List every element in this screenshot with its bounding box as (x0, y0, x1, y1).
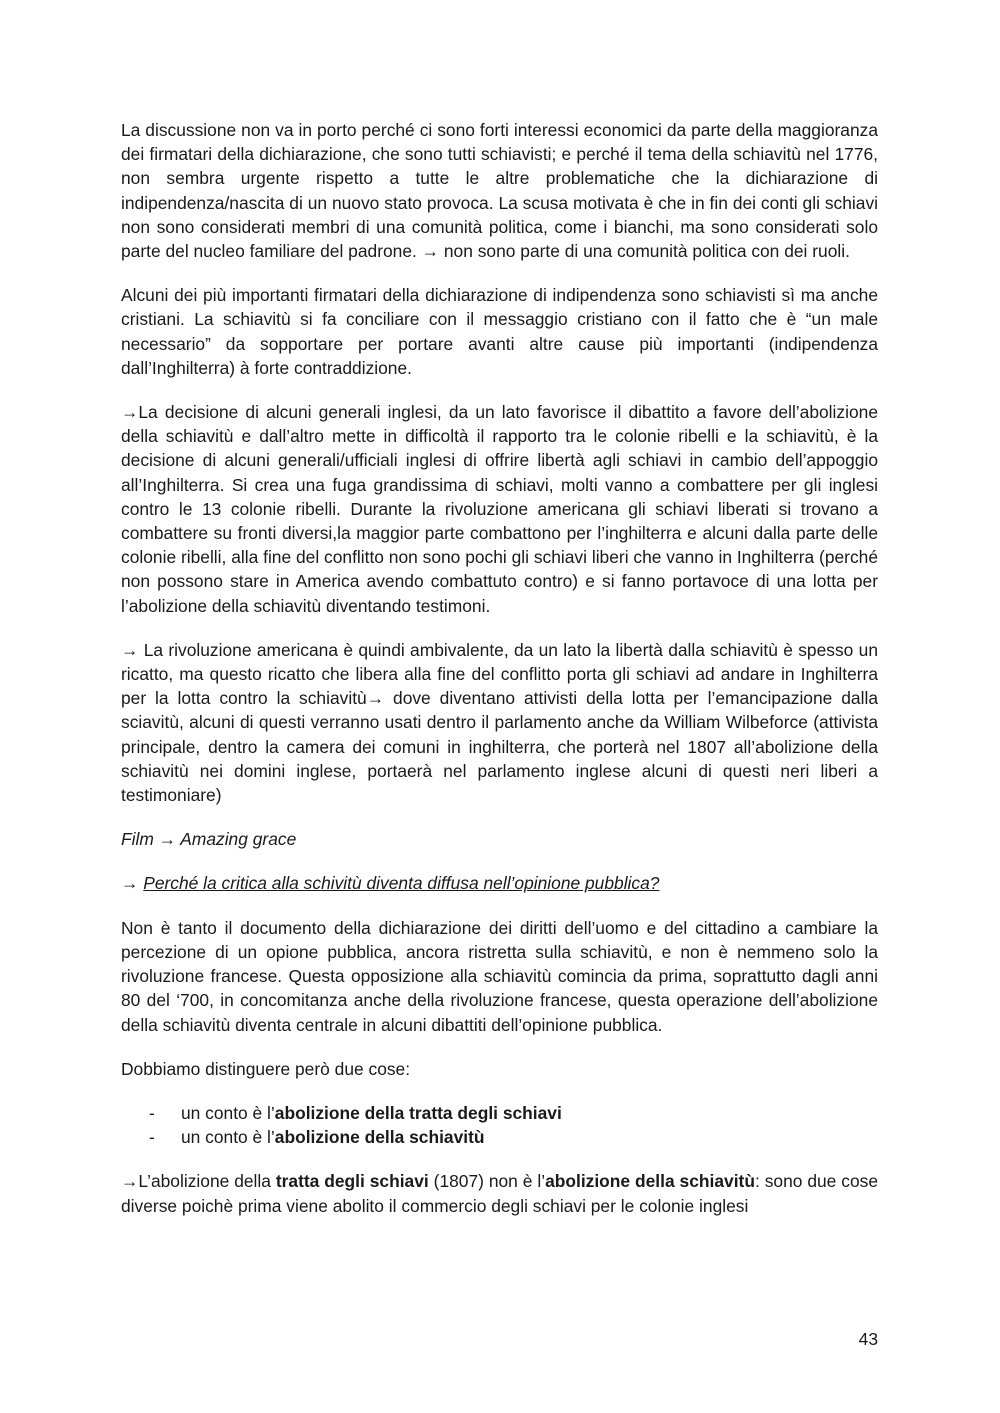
list-item (149, 1101, 878, 1125)
question-heading (121, 871, 878, 895)
final-bold-1: tratta degli schiavi (275, 1171, 429, 1192)
final-text-3: : sono due cose diverse poichè prima viene abolito il commercio degli schiavi per le colonie inglesi (121, 1171, 878, 1216)
list-item-prefix: un conto è l’ (181, 1102, 275, 1123)
list-dash: - (149, 1102, 155, 1123)
final-text-1: →L’abolizione della (121, 1171, 276, 1192)
paragraph-6: Dobbiamo distinguere però due cose: (121, 1058, 411, 1079)
list-item-bold: abolizione della tratta degli schiavi (274, 1102, 562, 1123)
film-note: Film → Amazing grace (121, 829, 297, 850)
page-content (121, 118, 878, 1238)
question-arrow: → (121, 873, 144, 894)
paragraph-5: Non è tanto il documento della dichiarazione dei diritti dell’uomo e del cittadino a cambiare la percezione di un opione pubblica, ancora ristretta sulla schiavitù, e non è nemmeno solo la rivoluzione francese. Questa opposizione alla schiavitù comincia da prima, soprattutto dagli anni 80 del ‘700, in concomitanza anche della rivoluzione francese, questa operazione dell’abolizione della schiavitù diventa centrale in alcuni dibattiti dell’opinione pubblica. (121, 917, 878, 1035)
paragraph-2: Alcuni dei più importanti firmatari della dichiarazione di indipendenza sono schiavisti sì ma anche cristiani. La schiavitù si fa conciliare con il messaggio cristiano con il fatto che è “un male necessario” da sopportare per portare avanti altre cause più importanti (indipendenza dall’Inghilterra) à forte contraddizione. (121, 285, 878, 378)
final-paragraph (121, 1169, 878, 1217)
list-item-prefix: un conto è l’ (181, 1127, 275, 1148)
list-item (149, 1125, 878, 1149)
list-dash: - (149, 1127, 155, 1148)
distinction-list (121, 1101, 878, 1149)
paragraph-1: La discussione non va in porto perché ci sono forti interessi economici da parte della maggioranza dei firmatari della dichiarazione, che sono tutti schiavisti; e perché il tema della schiavitù nel 1776, non sembra urgente rispetto a tutte le altre problematiche che la dichiarazione di indipendenza/nascita di un nuovo stato provoca. La scusa motivata è che in fin dei conti gli schiavi non sono considerati membri di una comunità politica, come i bianchi, ma sono considerati solo parte del nucleo familiare del padrone. → non sono parte di una comunità politica con dei ruoli. (121, 120, 878, 262)
question-text: Perché la critica alla schivitù diventa diffusa nell’opinione pubblica? (143, 873, 660, 894)
page-number: 43 (858, 1329, 878, 1349)
final-bold-2: abolizione della schiavitù (545, 1171, 755, 1192)
list-item-bold: abolizione della schiavitù (274, 1127, 485, 1148)
final-text-2: (1807) non è l’ (428, 1171, 546, 1192)
paragraph-4: → La rivoluzione americana è quindi ambivalente, da un lato la libertà dalla schiavitù è spesso un ricatto, ma questo ricatto che libera alla fine del conflitto porta gli schiavi ad andare in Inghilterra per la lotta contro la schiavitù→ dove diventano attivisti della lotta per l’emancipazione dalla sciavitù, alcuni di questi verranno usati dentro il parlamento anche da William Wilbeforce (attivista principale, dentro la camera dei comuni in inghilterra, che porterà nel 1807 all’abolizione della schiavitù nei domini inglese, portaerà nel parlamento inglese alcuni di questi neri liberi a testimoniare) (121, 639, 878, 806)
paragraph-3: →La decisione di alcuni generali inglesi, da un lato favorisce il dibattito a favore dell’abolizione della schiavitù e dall’altro mette in difficoltà il rapporto tra le colonie ribelli e la schiavitù, è la decisione di alcuni generali/ufficiali inglesi di offrire libertà agli schiavi in cambio dell’appoggio all’Inghilterra. Si crea una fuga grandissima di schiavi, molti vanno a combattere per gli inglesi contro le 13 colonie ribelli. Durante la rivoluzione americana gli schiavi liberati si trovano a combattere su fronti diversi,la maggior parte combattono per l’inghilterra e alcuni dalla parte delle colonie ribelli, alla fine del conflitto non sono pochi gli schiavi liberi che vanno in Inghilterra (perché non possono stare in America avendo combattuto contro) e si fanno portavoce di una lotta per l’abolizione della schiavitù diventando testimoni. (121, 402, 878, 616)
